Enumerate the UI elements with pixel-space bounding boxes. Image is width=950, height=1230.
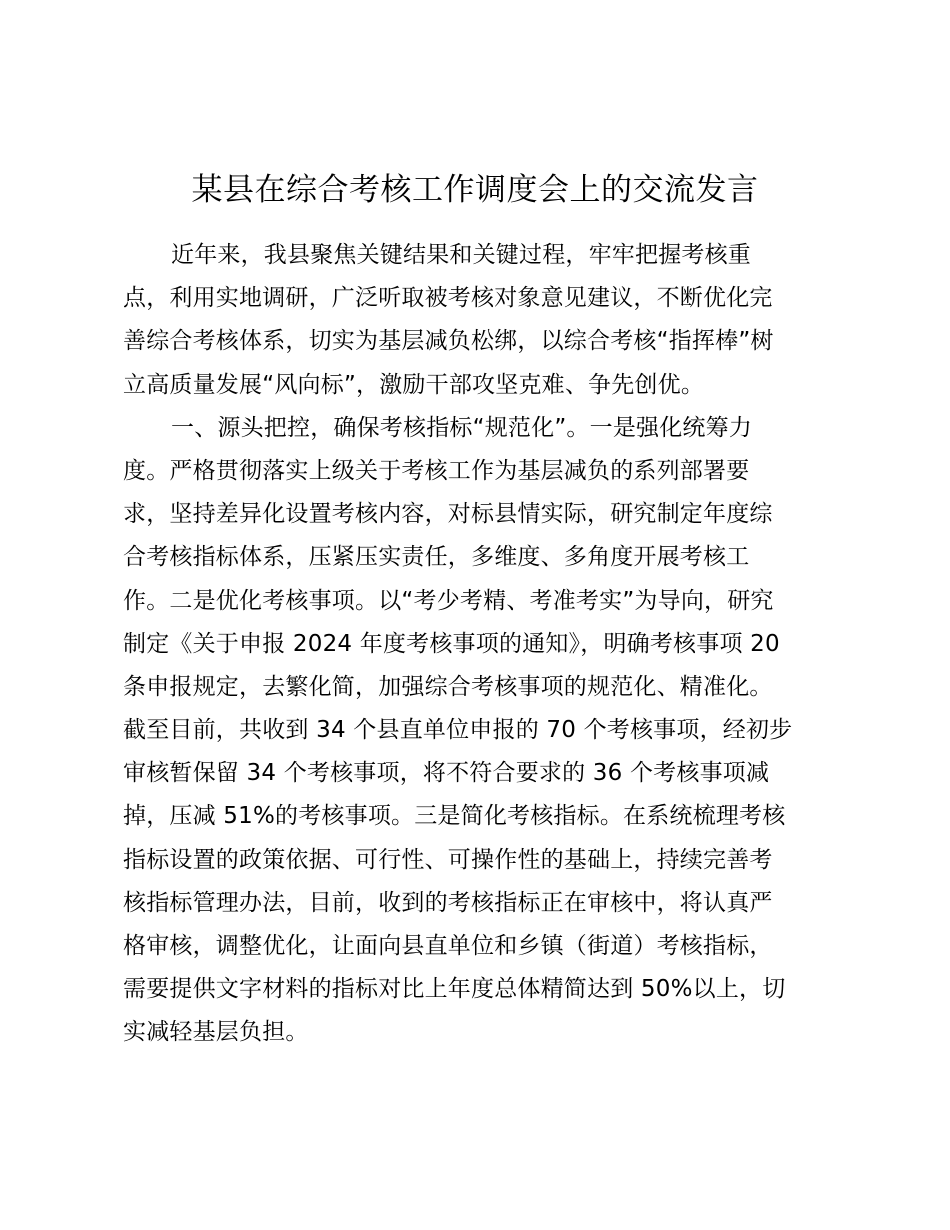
- paragraph-line: 立高质量发展“风向标”，激励干部攻坚克难、争先创优。: [123, 371, 705, 398]
- paragraph-line: 实减轻基层负担。: [123, 1019, 309, 1046]
- paragraph-line: 核指标管理办法，目前，收到的考核指标正在审核中，将认真严: [123, 889, 773, 916]
- paragraph-line: 善综合考核体系，切实为基层减负松绑，以综合考核“指挥棒”树: [123, 328, 774, 355]
- paragraph-line: 截至目前，共收到 34 个县直单位申报的 70 个考核事项，经初步: [123, 717, 793, 744]
- paragraph-line: 掉，压减 51%的考核事项。三是简化考核指标。在系统梳理考核: [123, 803, 786, 830]
- paragraph-line: 条申报规定，去繁化简，加强综合考核事项的规范化、精准化。: [123, 673, 773, 700]
- paragraph-line: 作。二是优化考核事项。以“考少考精、考准考实”为导向，研究: [123, 587, 774, 614]
- document-title: 某县在综合考核工作调度会上的交流发言: [191, 172, 759, 208]
- paragraph-line: 合考核指标体系，压紧压实责任，多维度、多角度开展考核工: [123, 544, 750, 571]
- paragraph-line: 制定《关于申报 2024 年度考核事项的通知》，明确考核事项 20: [123, 630, 780, 657]
- section-heading-line: 一、源头把控，确保考核指标“规范化”。一是强化统筹力: [171, 414, 753, 441]
- paragraph-line: 近年来，我县聚焦关键结果和关键过程，牢牢把握考核重: [171, 242, 751, 268]
- document-body: [123, 234, 843, 1055]
- paragraph-line: 指标设置的政策依据、可行性、可操作性的基础上，持续完善考: [123, 846, 773, 873]
- paragraph-line: 度。严格贯彻落实上级关于考核工作为基层减负的系列部署要: [123, 457, 750, 484]
- paragraph-line: 点，利用实地调研，广泛听取被考核对象意见建议，不断优化完: [123, 285, 773, 312]
- paragraph-line: 需要提供文字材料的指标对比上年度总体精简达到 50%以上，切: [123, 976, 786, 1003]
- paragraph-line: 审核暂保留 34 个考核事项，将不符合要求的 36 个考核事项减: [123, 760, 770, 787]
- paragraph-line: 格审核，调整优化，让面向县直单位和乡镇（街道）考核指标，: [123, 933, 773, 959]
- paragraph-line: 求，坚持差异化设置考核内容，对标县情实际，研究制定年度综: [123, 501, 773, 528]
